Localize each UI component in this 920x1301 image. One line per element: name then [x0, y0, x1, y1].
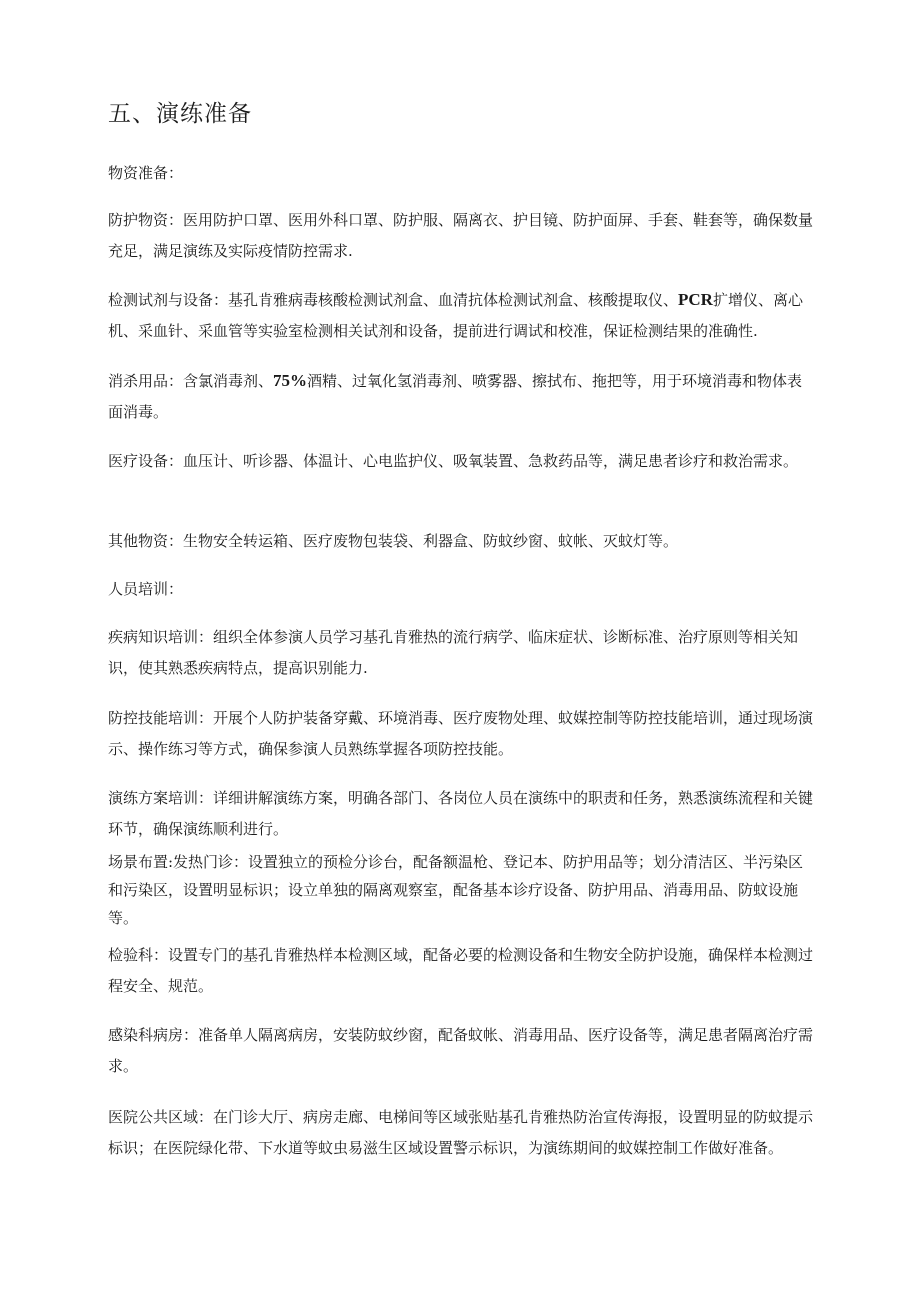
infection-ward-paragraph: 感染科病房：准备单人隔离病房，安装防蚊纱窗，配备蚊帐、消毒用品、医疗设备等，满足患者隔离治疗需求。 — [108, 1026, 814, 1075]
disinfect-text-end: 酒精、过氧化氢消毒剂、喷雾器、擦拭布、拖把等，用于环境消毒和物体表面消毒。 — [108, 372, 803, 421]
training-label: 人员培训： — [108, 580, 184, 598]
testing-text-start: 检测试剂与设备：基孔肯雅病毒核酸检测试剂盒、血清抗体检测试剂盒、核酸提取仪、 — [108, 291, 679, 309]
section-heading: 五、演练准备 — [108, 101, 252, 127]
skills-training-paragraph: 防控技能培训：开展个人防护装备穿戴、环境消毒、医疗废物处理、蚊媒控制等防控技能培训，通过现场演示、操作练习等方式，确保参演人员熟练掌握各项防控技能。 — [108, 709, 814, 758]
disinfect-text-start: 消杀用品：含氯消毒剂、 — [108, 372, 274, 390]
public-area-paragraph: 医院公共区域：在门诊大厅、病房走廊、电梯间等区域张贴基孔肯雅热防治宣传海报，设置明显的防蚊提示标识；在医院绿化带、下水道等蚊虫易滋生区域设置警示标识，为演练期间的蚊媒控制工作做好准备。 — [108, 1108, 814, 1157]
other-materials-paragraph: 其他物资：生物安全转运箱、医疗废物包装袋、利器盒、防蚊纱窗、蚊帐、灭蚊灯等。 — [108, 532, 679, 550]
testing-equipment-paragraph — [108, 284, 813, 347]
disease-training-paragraph: 疾病知识培训：组织全体参演人员学习基孔肯雅热的流行病学、临床症状、诊断标准、治疗原则等相关知识，使其熟悉疾病特点，提高识别能力. — [108, 628, 799, 677]
testing-text-end: 扩增仪、离心机、采血针、采血管等实验室检测相关试剂和设备，提前进行调试和校准，保证检测结果的准确性. — [108, 291, 803, 340]
disinfection-supplies-paragraph — [108, 365, 813, 428]
fever-clinic-paragraph: 场景布置:发热门诊：设置独立的预检分诊台，配备额温枪、登记本、防护用品等；划分清洁区、半污染区和污染区，设置明显标识；设立单独的隔离观察室，配备基本诊疗设备、防护用品、消毒用品、防蚊设施等。 — [108, 853, 804, 927]
medical-equipment-paragraph: 医疗设备：血压计、听诊器、体温计、心电监护仪、吸氧装置、急救药品等，满足患者诊疗和救治需求。 — [108, 452, 799, 470]
plan-training-paragraph: 演练方案培训：详细讲解演练方案，明确各部门、各岗位人员在演练中的职责和任务，熟悉演练流程和关键环节，确保演练顺利进行。 — [108, 789, 814, 838]
pcr-bold-text: PCR — [678, 290, 713, 309]
lab-paragraph: 检验科：设置专门的基孔肯雅热样本检测区域，配备必要的检测设备和生物安全防护设施，确保样本检测过程安全、规范。 — [108, 946, 814, 995]
protective-materials-paragraph: 防护物资：医用防护口罩、医用外科口罩、防护服、隔离衣、护目镜、防护面屏、手套、鞋套等，确保数量充足，满足演练及实际疫情防控需求. — [108, 211, 814, 260]
alcohol-percent-bold-text: 75% — [273, 371, 308, 390]
materials-label: 物资准备： — [108, 164, 184, 182]
